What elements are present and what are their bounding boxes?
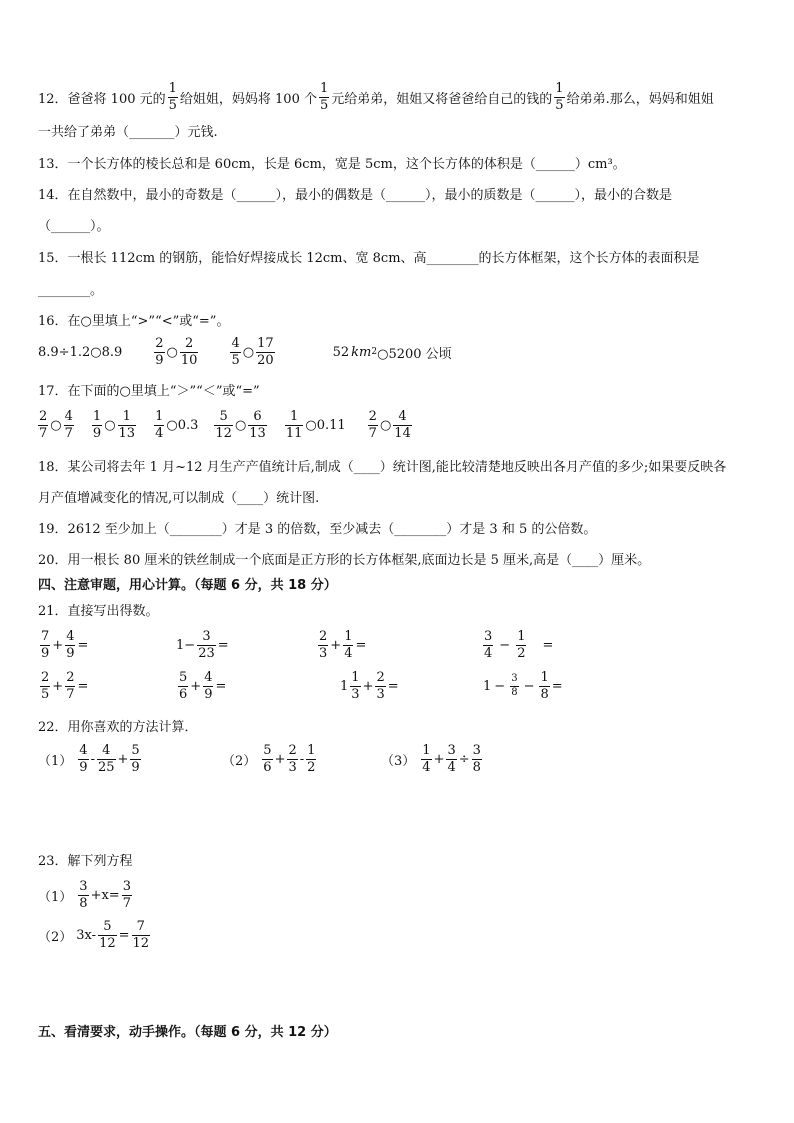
fraction: $\frac{6}{13}$	[249, 409, 266, 441]
q22-item1: （1） $\frac{4}{9}$ - $\frac{4}{25}$ + $\frac{5}{9}$	[38, 743, 140, 775]
fraction: $\frac{1}{9}$	[92, 409, 102, 441]
q16-items: 8.9÷1.2○8.9 $\frac{2}{9}$ ○ $\frac{2}{10}$ $\frac{4}{5}$ ○ $\frac{17}{20}$ 52 km 2 ○5200 公顷	[38, 336, 452, 368]
q14-line2: （______）。	[38, 219, 110, 234]
q13: 13．一个长方体的棱长总和是 60cm，长是 6cm，宽是 5cm，这个长方体的体积是（______）cm³。	[38, 157, 626, 172]
fraction: $\frac{4}{5}$	[231, 336, 240, 368]
fraction: $\frac{4}{7}$	[64, 409, 73, 441]
q21-row2-item4: 1 − $\frac{3}{8}$ − $\frac{1}{8}$ =	[483, 670, 563, 702]
q17-title: 17．在下面的○里填上“＞”“＜”或“=”	[38, 384, 260, 399]
q15-line1: 15．一根长 112cm 的钢筋，能恰好焊接成长 12cm、宽 8cm、高________的长方体框架，这个长方体的表面积是	[38, 251, 700, 266]
q21-row1-item2: 1 − $\frac{3}{23}$ =	[176, 629, 229, 661]
q23-item1: （1） $\frac{3}{8}$ +x= $\frac{3}{7}$	[38, 879, 131, 911]
q22-item3: （3） $\frac{1}{4}$ + $\frac{3}{4}$ ÷ $\frac{3}{8}$	[381, 743, 481, 775]
q21-row1-item3: $\frac{2}{3}$ + $\frac{1}{4}$ =	[319, 629, 367, 661]
fraction: $\frac{1}{5}$	[555, 81, 564, 113]
q16-title: 16．在○里填上“>”“<”或“=”。	[38, 314, 230, 329]
fraction: $\frac{1}{5}$	[319, 81, 329, 113]
q21-row1-item1: $\frac{7}{9}$ + $\frac{4}{9}$ =	[41, 629, 89, 661]
q19: 19．2612 至少加上（________）才是 3 的倍数，至少减去（________）才是 3 和 5 的公倍数。	[38, 522, 597, 537]
q12-line1: 12．爸爸将 100 元的 $\frac{1}{5}$ 给姐姐，妈妈将 100 个 $\frac{1}{5}$ 元给弟弟，姐姐又将爸爸给自己的钱的 $\frac{1}{5}$ 给弟弟.那么，妈妈和姐姐	[38, 81, 714, 113]
fraction: $\frac{2}{10}$	[180, 336, 198, 368]
q22-item2: （2） $\frac{5}{6}$ + $\frac{2}{3}$ - $\frac{1}{2}$	[222, 743, 316, 775]
fraction: $\frac{1}{4}$	[155, 409, 164, 441]
fraction: $\frac{2}{7}$	[368, 409, 377, 441]
q17-items: $\frac{2}{7}$ ○ $\frac{4}{7}$ $\frac{1}{9}$ ○ $\frac{1}{13}$ $\frac{1}{4}$ ○0.3 $\frac{5}{12}$ ○ $\frac{6}{13}$ $\frac{1}{11}$ ○0.11 $\frac{2}{7}$ ○ $\frac{4}{14}$	[39, 409, 411, 441]
q21-row2-item2: $\frac{5}{6}$ + $\frac{4}{9}$ =	[179, 670, 227, 702]
fraction: $\frac{1}{11}$	[285, 409, 303, 441]
fraction: $\frac{5}{12}$	[215, 409, 232, 441]
fraction: $\frac{4}{14}$	[394, 409, 411, 441]
fraction: $\frac{2}{9}$	[155, 336, 164, 368]
q22-title: 22．用你喜欢的方法计算．	[38, 720, 198, 735]
q23-title: 23．解下列方程	[38, 854, 133, 869]
q23-item2: （2） 3x- $\frac{5}{12}$ = $\frac{7}{12}$	[38, 919, 150, 951]
fraction: $\frac{17}{20}$	[257, 336, 274, 368]
q18-line1: 18．某公司将去年 1 月~12 月生产产值统计后,制成（____）统计图,能比较清楚地反映出各月产值的多少;如果要反映各	[38, 460, 727, 475]
section-5-heading: 五、看清要求，动手操作。（每题 6 分，共 12 分）	[38, 1025, 337, 1040]
section-4-heading: 四、注意审题，用心计算。（每题 6 分，共 18 分）	[38, 578, 337, 593]
q14-line1: 14．在自然数中，最小的奇数是（______），最小的偶数是（______），最小的质数是（______），最小的合数是	[38, 188, 673, 203]
q18-line2: 月产值增减变化的情况,可以制成（____）统计图.	[38, 491, 320, 506]
q20: 20．用一根长 80 厘米的铁丝制成一个底面是正方形的长方体框架,底面边长是 5 厘米,高是（____）厘米。	[38, 553, 651, 568]
fraction: $\frac{1}{5}$	[168, 81, 177, 113]
q21-title: 21．直接写出得数。	[38, 604, 159, 619]
fraction: $\frac{1}{13}$	[118, 409, 136, 441]
q21-row2-item1: $\frac{2}{5}$ + $\frac{2}{7}$ =	[41, 670, 89, 702]
q21-row1-item4: $\frac{3}{4}$ − $\frac{1}{2}$ =	[484, 629, 554, 661]
q12-line2: 一共给了弟弟（_______）元钱.	[38, 125, 218, 140]
q21-row2-item3: 1 $\frac{1}{3}$ + $\frac{2}{3}$ =	[340, 670, 399, 702]
q15-line2: ________。	[38, 283, 104, 298]
fraction: $\frac{2}{7}$	[39, 409, 48, 441]
